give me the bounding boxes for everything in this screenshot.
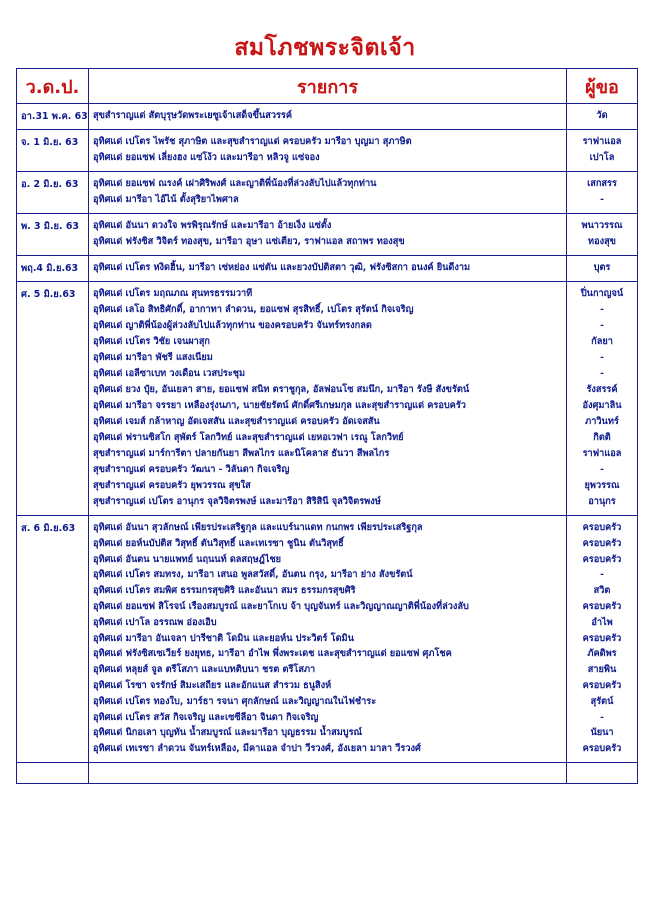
intention-line: อุทิศแด่ เทเรซา ลำดวน จันทร์เหลือง, มีคาแอล จำปา วีรวงศ์, อังเยลา มาลา วีรวงศ์ [93, 743, 421, 755]
requester-line: - [600, 320, 604, 331]
intention-line: อุทิศแด่ ฟรังซิส วิจิตร์ ทองสุข, มารีอา อุษา แซ่เตียว, ราฟาแอล สถาพร ทองสุข [93, 236, 405, 247]
intention-line: อุทิศแด่ ฟรังซิสเซเวียร์ ยงยุทธ, มารีอา อำไพ พึ่งพระเดช และสุขสำราญแด่ ยอแซฟ ศุภโชค [93, 648, 452, 660]
row-items [89, 172, 567, 214]
requester-line: สายพิน [587, 664, 617, 676]
intention-line: อุทิศแด่ ฟรานซิสโก สุพัตร์ โลกวิทย์ และสุขสำราญแด่ เยหอเวฟา เรณู โลกวิทย์ [93, 432, 404, 443]
intention-line: อุทิศแด่ มารีอา อันเจลา ปารีชาติ โดมิน และยอห์น ประวิตร์ โดมิน [93, 632, 354, 644]
requester-line: ครอบครัว [582, 743, 622, 755]
table-body [17, 104, 638, 784]
requester-line: สุรัตน์ [590, 695, 614, 707]
table-row [17, 282, 638, 516]
intention-line: อุทิศแด่ ยวง ปุ๋ย, อันเยลา สาย, ยอแซฟ สนิท ตราชูกุล, อัลฟอนโซ สมนึก, มารีอา รังษี สังขรัตน์ [93, 384, 470, 395]
row-items [89, 282, 567, 516]
requester-line: - [600, 352, 604, 363]
intention-line: อุทิศแด่ เปโตร หงิดฮิ้น, มารีอา เซ่หย่อง แซ่ตัน และยวงบัปติสตา วุฒิ, ฟรังซิสกา อนงค์ ยินดีงาม [93, 262, 471, 273]
requester-line: ครอบครัว [582, 632, 622, 644]
intention-line: อุทิศแด่ ยอห์นบัปติส วิสุทธิ์ ตันวิสุทธิ์ และเทเรซา ชูนิน ตันวิสุทธิ์ [93, 537, 344, 549]
row-date: อา.31 พ.ค. 63 [17, 104, 89, 130]
requester-line: เปาโล [589, 152, 615, 163]
requester-line: - [600, 194, 604, 205]
requester-line: เสกสรร [587, 178, 617, 189]
intention-line: อุทิศแด่ ยอแซฟ เลี่ยงฮง แซ่โง้ว และมารีอา หลิวจู แซ่จอง [93, 152, 320, 163]
table-row [17, 130, 638, 172]
row-date: ศ. 5 มิ.ย.63 [17, 282, 89, 516]
requester-line: ทองสุข [588, 236, 616, 247]
row-requesters [567, 172, 638, 214]
requester-line: ภัคดิพร [587, 648, 617, 660]
requester-line: นัยนา [590, 727, 614, 739]
intention-line: อุทิศแด่ เปโตร สวัส กิจเจริญ และเซซีลีอา จินดา กิจเจริญ [93, 711, 319, 723]
table-row [17, 256, 638, 282]
intention-line: อุทิศแด่ เจมส์ กล้าหาญ อัดเจสสัน และสุขสำราญแด่ ครอบครัว อัดเจสสัน [93, 416, 380, 427]
row-date: พฤ.4 มิ.ย.63 [17, 256, 89, 282]
requester-line: - [600, 464, 604, 475]
intention-line: อุทิศแด่ เปโตร สมพิศ ธรรมกรสุขศิริ และอันนา สมร ธรรมกรสุขศิริ [93, 585, 356, 597]
intention-line: อุทิศแด่ หลุยส์ จูล ตรีโสภา และแบทติบนา ชรต ตรีโสภา [93, 664, 316, 676]
intention-line: สุขสำราญแด่ มาร์การีตา ปลายกันยา สีพลไกร และนิโคลาส ธันวา สีพลไกร [93, 448, 390, 459]
intention-line: อุทิศแด่ มารีอา ไอ๊ไน้ ตั้งสุริยาไพศาล [93, 194, 239, 205]
intention-line: อุทิศแด่ ยอแซฟ สิโรจน์ เรืองสมบูรณ์ และยาโกเบ จ้า บุญจันทร์ และวิญญาณญาติพี่น้องที่ล่วงลับ [93, 600, 469, 612]
empty-row [17, 762, 638, 783]
empty-cell [567, 762, 638, 783]
row-requesters [567, 516, 638, 763]
requester-line: ราฟาแอล [582, 448, 622, 459]
intention-line: อุทิศแด่ เอลีซาเบท วงเดือน เวสประชุม [93, 368, 246, 379]
intention-line: อุทิศแด่ เปโตร สมทรง, มารีอา เสนอ พูลสวัสดิ์, อันตน กรุง, มารีอา ย่าง สังขรัตน์ [93, 569, 413, 581]
requester-line: ครอบครัว [582, 537, 622, 549]
requester-line: ภาวินทร์ [585, 416, 619, 427]
requester-line: อำไพ [591, 616, 613, 628]
intention-line: สุขสำราญแด่ ครอบครัว วัฒนา - วิลันดา กิจเจริญ [93, 464, 290, 475]
requester-line: ปิ่นกาญจน์ [580, 288, 624, 299]
intention-line: อุทิศแด่ นิกอเลา บุญทัน น้ำสมบูรณ์ และมารีอา บุญธรรม น้ำสมบูรณ์ [93, 727, 363, 739]
requester-line: ราฟาแอล [582, 136, 622, 147]
row-requesters [567, 282, 638, 516]
header-requester: ผู้ขอ [567, 69, 638, 104]
table-row [17, 516, 638, 763]
requester-line: - [600, 368, 604, 379]
requester-line: - [600, 711, 604, 723]
requester-line: ครอบครัว [582, 553, 622, 565]
row-requesters [567, 130, 638, 172]
intention-line: อุทิศแด่ มารีอา จรรยา เหลืองรุ่งนภา, นายชัยรัตน์ ศักดิ์ศรีเกษมกุล และสุขสำราญแด่ ครอบครัว [93, 400, 466, 411]
requester-line: สวิต [593, 585, 611, 597]
intention-line: อุทิศแด่ เปาโล อรรณพ อ่องเอิบ [93, 616, 217, 628]
header-items: รายการ [89, 69, 567, 104]
intention-line: อุทิศแด่ ยอแซฟ ณรงค์ เผ่าศิริพงศ์ และญาติพี่น้องที่ล่วงลับไปแล้วทุกท่าน [93, 178, 377, 189]
row-requesters [567, 104, 638, 130]
requester-line: รังสรรค์ [586, 384, 618, 395]
table-row [17, 214, 638, 256]
requester-line: พนาวรรณ [581, 220, 623, 231]
intention-line: อุทิศแด่ โรซา จรรักษ์ สิมะเสถียร และอักแนส สำรวม ธนูสิงห์ [93, 679, 332, 691]
requester-line: ครอบครัว [582, 679, 622, 691]
row-date: พ. 3 มิ.ย. 63 [17, 214, 89, 256]
intention-line: สุขสำราญแด่ เปโตร อานุกร จุลวิจิตรพงษ์ และมารีอา สิริสินี จุลวิจิตรพงษ์ [93, 496, 381, 507]
intention-line: อุทิศแด่ เปโตร ทองใบ, มาร์ธา รจนา ศุกลักษณ์ และวิญญาณในไฟชำระ [93, 695, 377, 707]
table-row [17, 104, 638, 130]
requester-line: ครอบครัว [582, 600, 622, 612]
requester-line: วัด [596, 110, 608, 121]
intention-line: อุทิศแด่ เปโตร มฤณภณ สุนทรธรรมวาที [93, 288, 253, 299]
row-requesters [567, 256, 638, 282]
row-date: อ. 2 มิ.ย. 63 [17, 172, 89, 214]
intention-line: อุทิศแด่ เปโตร ไพรัช สุภาษิต และสุขสำราญแด่ ครอบครัว มารีอา บุญมา สุภาษิต [93, 136, 412, 147]
intention-line: อุทิศแด่ เปโตร วิชัย เจนผาสุก [93, 336, 210, 347]
intention-line: สุขสำราญแด่ สัตบุรุษวัดพระเยซูเจ้าเสด็จขึ้นสวรรค์ [93, 110, 292, 121]
row-items [89, 516, 567, 763]
requester-line: ครอบครัว [582, 522, 622, 533]
table-row [17, 172, 638, 214]
empty-cell [89, 762, 567, 783]
intention-line: อุทิศแด่ เลโอ สิทธิศักดิ์, อากาทา ลำดวน, ยอแซฟ สุรสิทธิ์, เปโตร สุรัตน์ กิจเจริญ [93, 304, 414, 315]
intention-line: สุขสำราญแด่ ครอบครัว ยุพวรรณ สุขใส [93, 480, 251, 491]
requester-line: บุตร [593, 262, 611, 273]
intention-line: อุทิศแด่ มารีอา พัชรี แสงเนียม [93, 352, 213, 363]
header-date: ว.ด.ป. [17, 69, 89, 104]
row-items [89, 104, 567, 130]
row-date: ส. 6 มิ.ย.63 [17, 516, 89, 763]
empty-cell [17, 762, 89, 783]
row-items [89, 214, 567, 256]
header-row [17, 69, 638, 104]
row-date: จ. 1 มิ.ย. 63 [17, 130, 89, 172]
requester-line: อังศุมาลิน [582, 400, 622, 411]
requester-line: ยุพวรรณ [584, 480, 620, 491]
page-title: สมโภชพระจิตเจ้า [234, 35, 416, 61]
requester-line: อานุกร [588, 496, 616, 507]
requester-line: - [600, 569, 604, 581]
row-items [89, 130, 567, 172]
intention-line: อุทิศแด่ อันตน นายแพทย์ นฤนนท์ ดลสฤษฎ์ไชย [93, 553, 282, 565]
row-requesters [567, 214, 638, 256]
requester-line: กิตติ [593, 432, 611, 443]
requester-line: กัลยา [591, 336, 613, 347]
intention-line: อุทิศแด่ อันนา ดวงใจ พรพิรุณรักษ์ และมารีอา อ้ายเง็ง แซ่ตั้ง [93, 220, 332, 231]
intention-line: อุทิศแด่ ญาติพี่น้องผู้ล่วงลับไปแล้วทุกท่าน ของครอบครัว จันทร์ทรงกลด [93, 320, 372, 331]
mass-intentions-table [16, 68, 638, 784]
requester-line: - [600, 304, 604, 315]
intention-line: อุทิศแด่ อันนา สุวลักษณ์ เพียรประเสริฐกุล และแบร์นาแดท กนกพร เพียรประเสริฐกุล [93, 522, 423, 533]
row-items [89, 256, 567, 282]
